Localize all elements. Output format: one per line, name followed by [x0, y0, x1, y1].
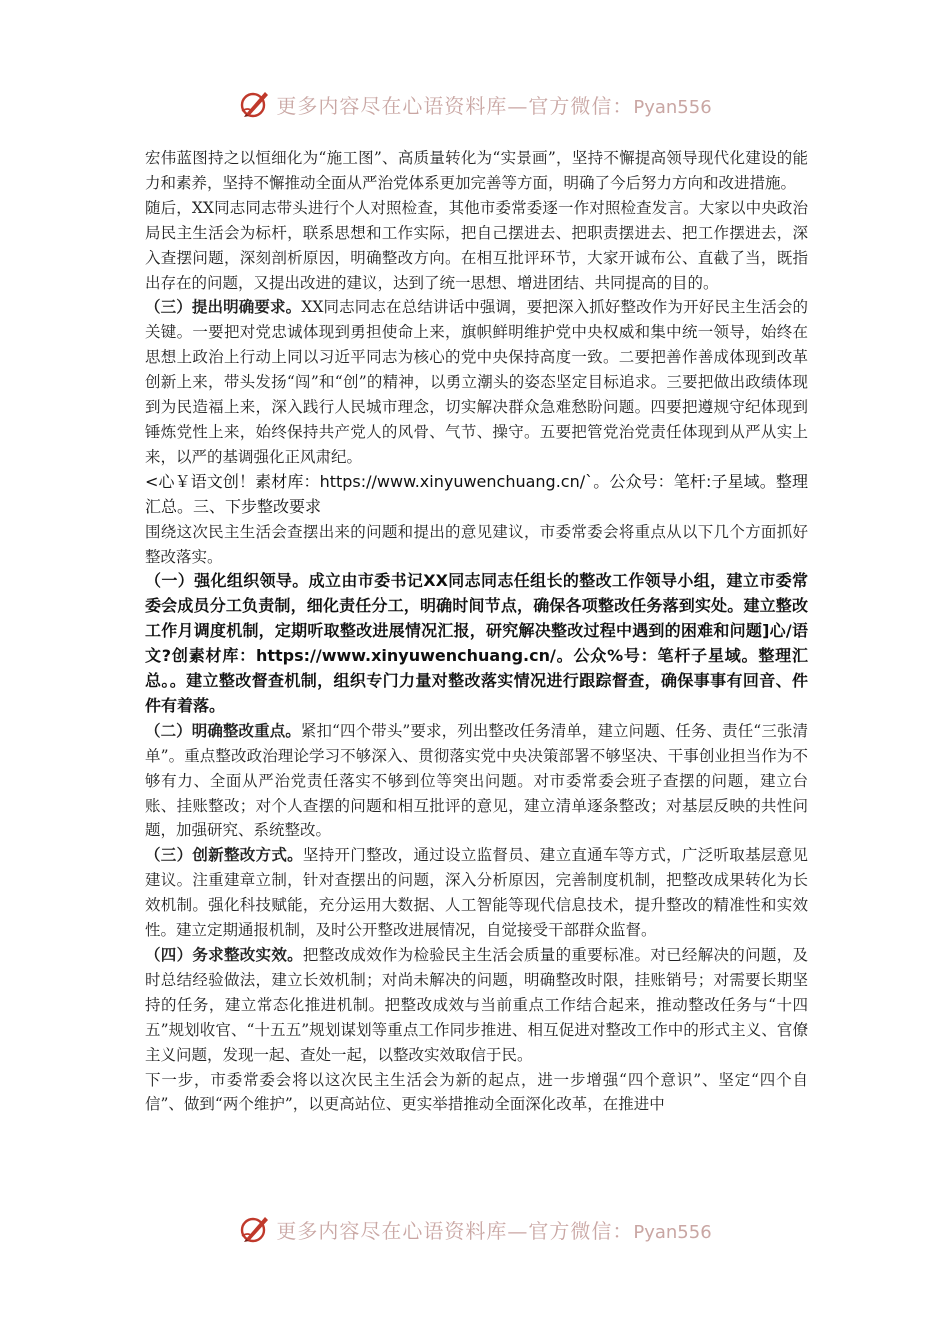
pen-logo-icon — [238, 87, 272, 121]
footer-banner-text: 更多内容尽在心语资料库—官方微信：Pyan556 — [276, 1218, 712, 1243]
paragraph-8: （三）创新整改方式。坚持开门整改，通过设立监督员、建立直通车等方式，广泛听取基层意见建议。注重建章立制，针对查摆出的问题，深入分析原因，完善制度机制，把整改成果转化为长效机制。强化科技赋能，充分运用大数据、人工智能等现代信息技术，提升整改的精准性和实效性。建立定期通报机制，及时公开整改进展情况，自觉接受干部群众监督。 — [145, 845, 808, 940]
paragraph-7: （二）明确整改重点。紧扣“四个带头”要求，列出整改任务清单，建立问题、任务、责任“三张清单”。重点整改政治理论学习不够深入、贯彻落实党中央决策部署不够坚决、干事创业担当作为不够有力、全面从严治党责任落实不够到位等突出问题。对市委常委会班子查摆的问题，建立台账、挂账整改；对个人查摆的问题和相互批评的意见，建立清单逐条整改；对基层反映的共性问题，加强研究、系统整改。 — [145, 720, 808, 840]
paragraph-2: 随后，XX同志同志带头进行个人对照检查，其他市委常委逐一作对照检查发言。大家以中央政治局民主生活会为标杆，联系思想和工作实际，把自己摆进去、把职责摆进去、把工作摆进去，深入查摆问题，深刻剖析原因，明确整改方向。在相互批评环节，大家开诚布公、直截了当，既指出存在的问题，又提出改进的建议，达到了统一思想、增进团结、共同提高的目的。 — [145, 198, 808, 292]
paragraph-5: 围绕这次民主生活会查摆出来的问题和提出的意见建议，市委常委会将重点从以下几个方面抓好整改落实。 — [145, 522, 808, 566]
paragraph-6: （一）强化组织领导。成立由市委书记XX同志同志任组长的整改工作领导小组，建立市委常委会成员分工负责制，细化责任分工，明确时间节点，确保各项整改任务落到实处。建立整改工作月调度机制，定期听取整改进展情况汇报，研究解决整改过程中遇到的困难和问题]心/语文?创素材库：https://www.xinyuwenchuang.cn/。公众%号：笔杆子星域。整理汇总。。建立整改督查机制，组织专门力量对整改落实情况进行跟踪督查，确保事事有回音、件件有着落。 — [145, 571, 808, 715]
document-body — [145, 146, 808, 1117]
paragraph-10: 下一步，市委常委会将以这次民主生活会为新的起点，进一步增强“四个意识”、坚定“四个自信”、做到“两个维护”，以更高站位、更实举措推动全面深化改革，在推进中 — [145, 1070, 808, 1114]
paragraph-9: （四）务求整改实效。把整改成效作为检验民主生活会质量的重要标准。对已经解决的问题，及时总结经验做法，建立长效机制；对尚未解决的问题，明确整改时限，挂账销号；对需要长期坚持的任务，建立常态化推进机制。把整改成效与当前重点工作结合起来，推动整改任务与“十四五”规划收官、“十五五”规划谋划等重点工作同步推进、相互促进对整改工作中的形式主义、官僚主义问题，发现一起、查处一起，以整改实效取信于民。 — [145, 945, 808, 1064]
paragraph-4: <心￥语文创！素材库：https://www.xinyuwenchuang.cn/`。公众号：笔杆:子星域。整理汇总。三、下步整改要求 — [145, 471, 808, 516]
header-banner — [0, 84, 950, 124]
footer-banner — [0, 1209, 950, 1249]
header-banner-text: 更多内容尽在心语资料库—官方微信：Pyan556 — [276, 93, 712, 118]
paragraph-1: 宏伟蓝图持之以恒细化为“施工图”、高质量转化为“实景画”，坚持不懈提高领导现代化建设的能力和素养，坚持不懈推动全面从严治党体系更加完善等方面，明确了今后努力方向和改进措施。 — [145, 149, 808, 192]
pen-logo-icon — [238, 1212, 272, 1246]
paragraph-3: （三）提出明确要求。XX同志同志在总结讲话中强调，要把深入抓好整改作为开好民主生活会的关键。一要把对党忠诚体现到勇担使命上来，旗帜鲜明维护党中央权威和集中统一领导，始终在思想上政治上行动上同以习近平同志为核心的党中央保持高度一致。二要把善作善成体现到改革创新上来，带头发扬“闯”和“创”的精神，以勇立潮头的姿态坚定目标追求。三要把做出政绩体现到为民造福上来，深入践行人民城市理念，切实解决群众急难愁盼问题。四要把遵规守纪体现到锤炼党性上来，始终保持共产党人的风骨、气节、操守。五要把管党治党责任体现到从严从实上来，以严的基调强化正风肃纪。 — [145, 297, 808, 466]
